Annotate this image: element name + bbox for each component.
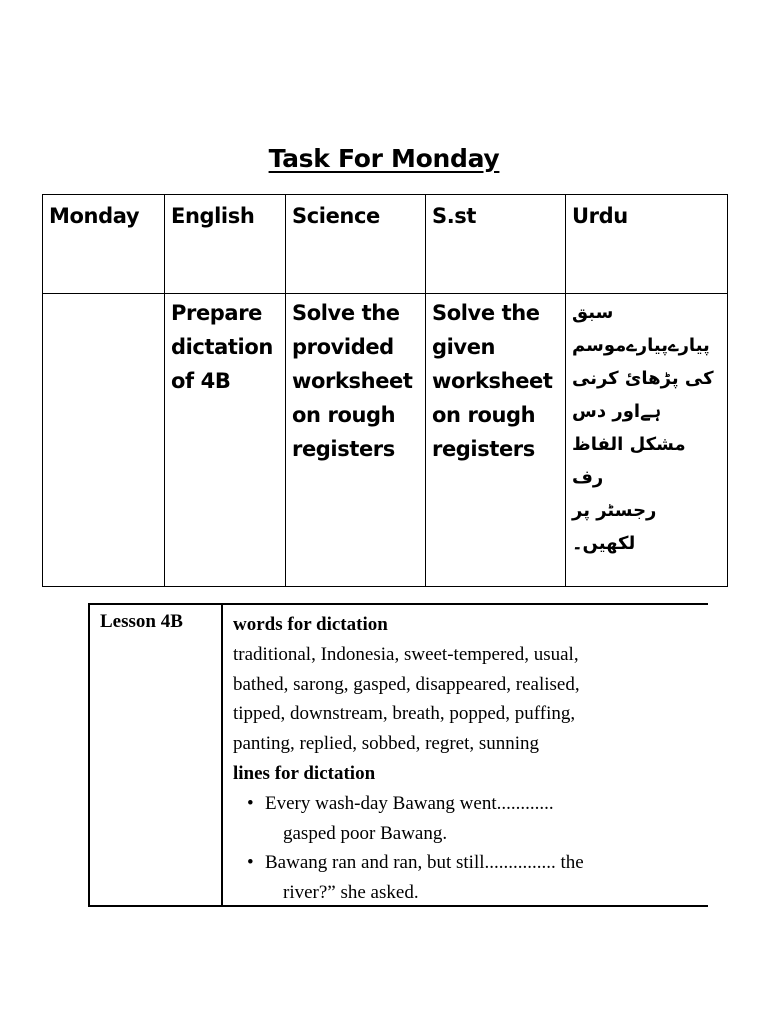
urdu-line: ہےاور دس: [572, 401, 662, 422]
bullet-line-2: river?” she asked.: [283, 882, 419, 904]
header-urdu: Urdu: [566, 195, 728, 294]
cell-urdu: [566, 294, 728, 587]
bullet-icon: •: [247, 792, 254, 814]
science-line: Solve the: [292, 301, 400, 325]
words-line: panting, replied, sobbed, regret, sunning: [233, 733, 540, 755]
urdu-line: رجسٹر پر لکھیں۔: [572, 500, 657, 554]
urdu-line: مشکل الفاظ رف: [572, 434, 686, 488]
words-line: traditional, Indonesia, sweet-tempered, usual,: [233, 643, 579, 665]
words-line: tipped, downstream, breath, popped, puffing,: [233, 703, 576, 725]
bullet-icon: •: [247, 852, 254, 874]
cell-english: [165, 294, 286, 587]
english-line: dictation: [171, 335, 273, 359]
task-table: [42, 194, 728, 587]
bullet-line-2: gasped poor Bawang.: [283, 822, 448, 844]
urdu-line: پیارےپیارےموسم: [572, 335, 710, 356]
page-title: Task For Monday: [268, 144, 500, 173]
bullet-line-1: Bawang ran and ran, but still............... the: [265, 852, 584, 874]
sst-line: registers: [432, 437, 535, 461]
science-line: registers: [292, 437, 395, 461]
sst-line: on rough: [432, 403, 536, 427]
lesson-box: [88, 603, 708, 907]
sst-line: Solve the: [432, 301, 540, 325]
sst-line: given: [432, 335, 496, 359]
header-monday: Monday: [43, 195, 165, 294]
lesson-content: [223, 605, 708, 905]
dictation-lines-list: [233, 789, 698, 908]
lesson-label: Lesson 4B: [90, 605, 223, 905]
header-science: Science: [286, 195, 426, 294]
cell-science: [286, 294, 426, 587]
words-heading: words for dictation: [233, 614, 388, 635]
science-line: worksheet: [292, 369, 413, 393]
science-line: on rough: [292, 403, 396, 427]
table-row: [43, 294, 728, 587]
lines-heading: lines for dictation: [233, 762, 376, 784]
words-line: bathed, sarong, gasped, disappeared, realised,: [233, 673, 580, 695]
header-sst: S.st: [426, 195, 566, 294]
sst-line: worksheet: [432, 369, 553, 393]
table-header-row: [43, 195, 728, 294]
cell-monday: [43, 294, 165, 587]
urdu-line: سبق: [572, 302, 614, 323]
header-english: English: [165, 195, 286, 294]
list-item: [247, 789, 698, 849]
list-item: [247, 848, 698, 908]
bullet-line-1: Every wash-day Bawang went............: [265, 792, 554, 814]
english-line: Prepare: [171, 301, 262, 325]
cell-sst: [426, 294, 566, 587]
urdu-line: کی پڑھائ کرنی: [572, 368, 714, 389]
english-line: of 4B: [171, 369, 231, 393]
science-line: provided: [292, 335, 394, 359]
